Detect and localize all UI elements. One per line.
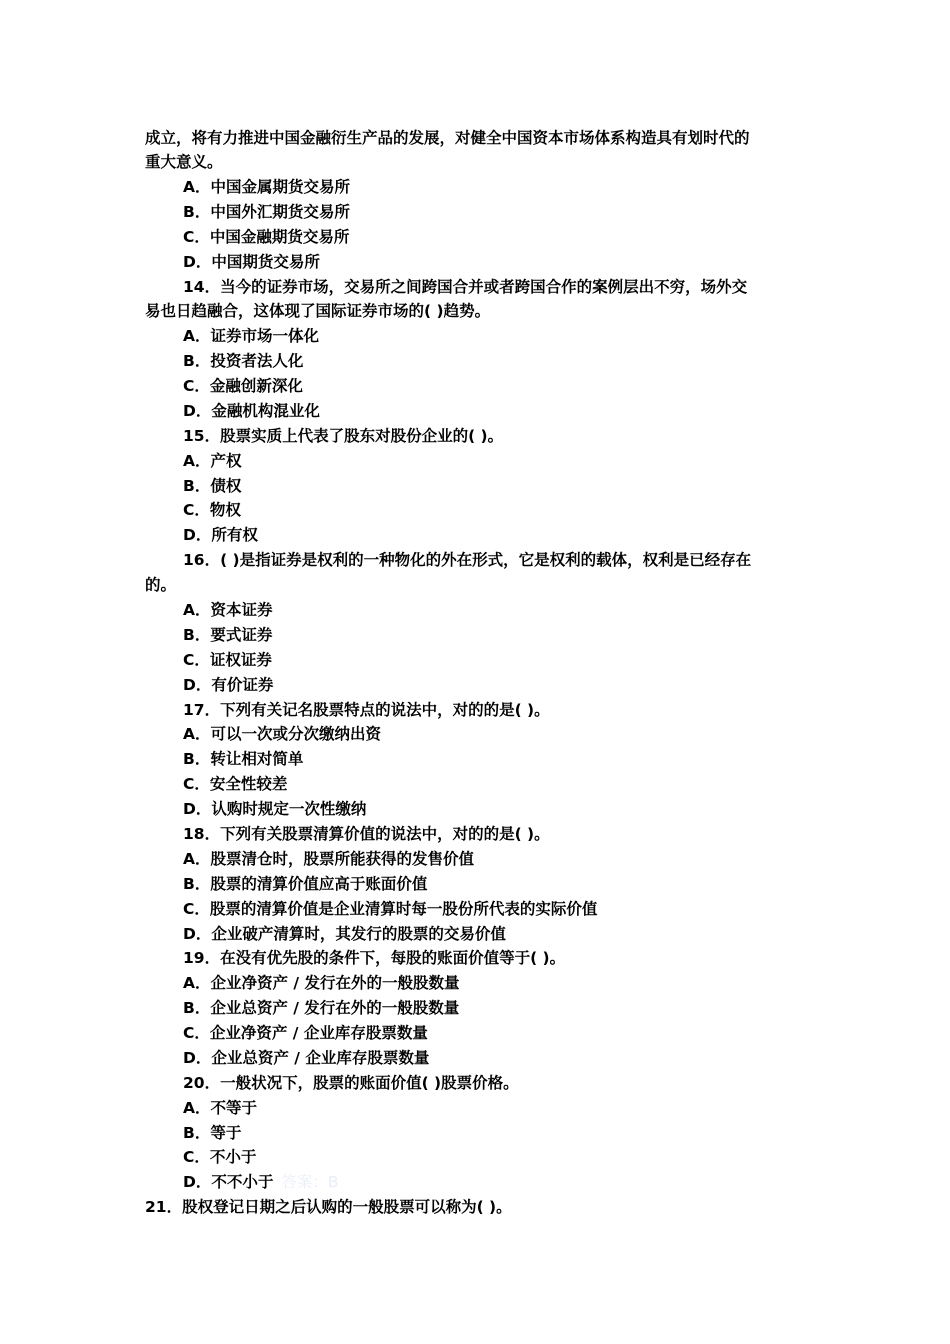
option-line [183,1172,339,1192]
option-line: B．等于 [183,1124,242,1142]
option-line: A．中国金属期货交易所 [183,178,350,196]
option-line: A．资本证券 [183,601,273,619]
question-line: 17．下列有关记名股票特点的说法中，对的的是( )。 [183,701,550,719]
option-line: B．企业总资产 / 发行在外的一般股数量 [183,999,460,1017]
option-line: A．企业净资产 / 发行在外的一般股数量 [183,974,460,992]
option-line: A．不等于 [183,1099,257,1117]
question-line: 19．在没有优先股的条件下，每股的账面价值等于( )。 [183,949,566,967]
option-line: D．企业破产清算时，其发行的股票的交易价值 [183,925,506,943]
option-line: D．认购时规定一次性缴纳 [183,800,367,818]
option-line: B．债权 [183,477,242,495]
option-line: D．企业总资产 / 企业库存股票数量 [183,1049,430,1067]
option-line: C．金融创新深化 [183,377,303,395]
option-line: A．可以一次或分次缴纳出资 [183,725,381,743]
option-line: D．所有权 [183,526,258,544]
text-line: 重大意义。 [145,153,223,171]
option-line: D．有价证券 [183,676,274,694]
option-line: B．转让相对简单 [183,750,304,768]
option-line: C．股票的清算价值是企业清算时每一股份所代表的实际价值 [183,900,598,918]
option-line: C．企业净资产 / 企业库存股票数量 [183,1024,428,1042]
question-line: 14．当今的证券市场，交易所之间跨国合并或者跨国合作的案例层出不穷，场外交 [183,278,748,296]
option-line: A．产权 [183,452,242,470]
option-text: D．不不小于 [183,1173,274,1191]
option-line: C．安全性较差 [183,775,288,793]
option-line: B．要式证券 [183,626,273,644]
option-line: C．证权证券 [183,651,272,669]
option-line: C．中国金融期货交易所 [183,228,350,246]
text-line: 成立，将有力推进中国金融衍生产品的发展，对健全中国资本市场体系构造具有划时代的 [145,129,750,147]
option-line: C．物权 [183,501,241,519]
text-line: 易也日趋融合，这体现了国际证券市场的( )趋势。 [145,302,491,320]
option-line: B．投资者法人化 [183,352,304,370]
question-line: 18．下列有关股票清算价值的说法中，对的的是( )。 [183,825,550,843]
question-line: 20．一般状况下，股票的账面价值( )股票价格。 [183,1074,519,1092]
option-line: B．股票的清算价值应高于账面价值 [183,875,428,893]
option-line: D．金融机构混业化 [183,402,320,420]
option-line: A．证券市场一体化 [183,327,319,345]
option-line: A．股票清仓时，股票所能获得的发售价值 [183,850,474,868]
option-line: C．不小于 [183,1148,257,1166]
text-line: 的。 [145,576,177,594]
faint-answer-text: 答案：B [281,1173,339,1191]
option-line: B．中国外汇期货交易所 [183,203,350,221]
option-line: D．中国期货交易所 [183,253,320,271]
question-line: 21．股权登记日期之后认购的一般股票可以称为( )。 [145,1198,512,1216]
question-line: 15．股票实质上代表了股东对股份企业的( )。 [183,427,504,445]
question-line: 16．( )是指证券是权利的一种物化的外在形式，它是权利的载体，权利是已经存在 [183,551,752,569]
